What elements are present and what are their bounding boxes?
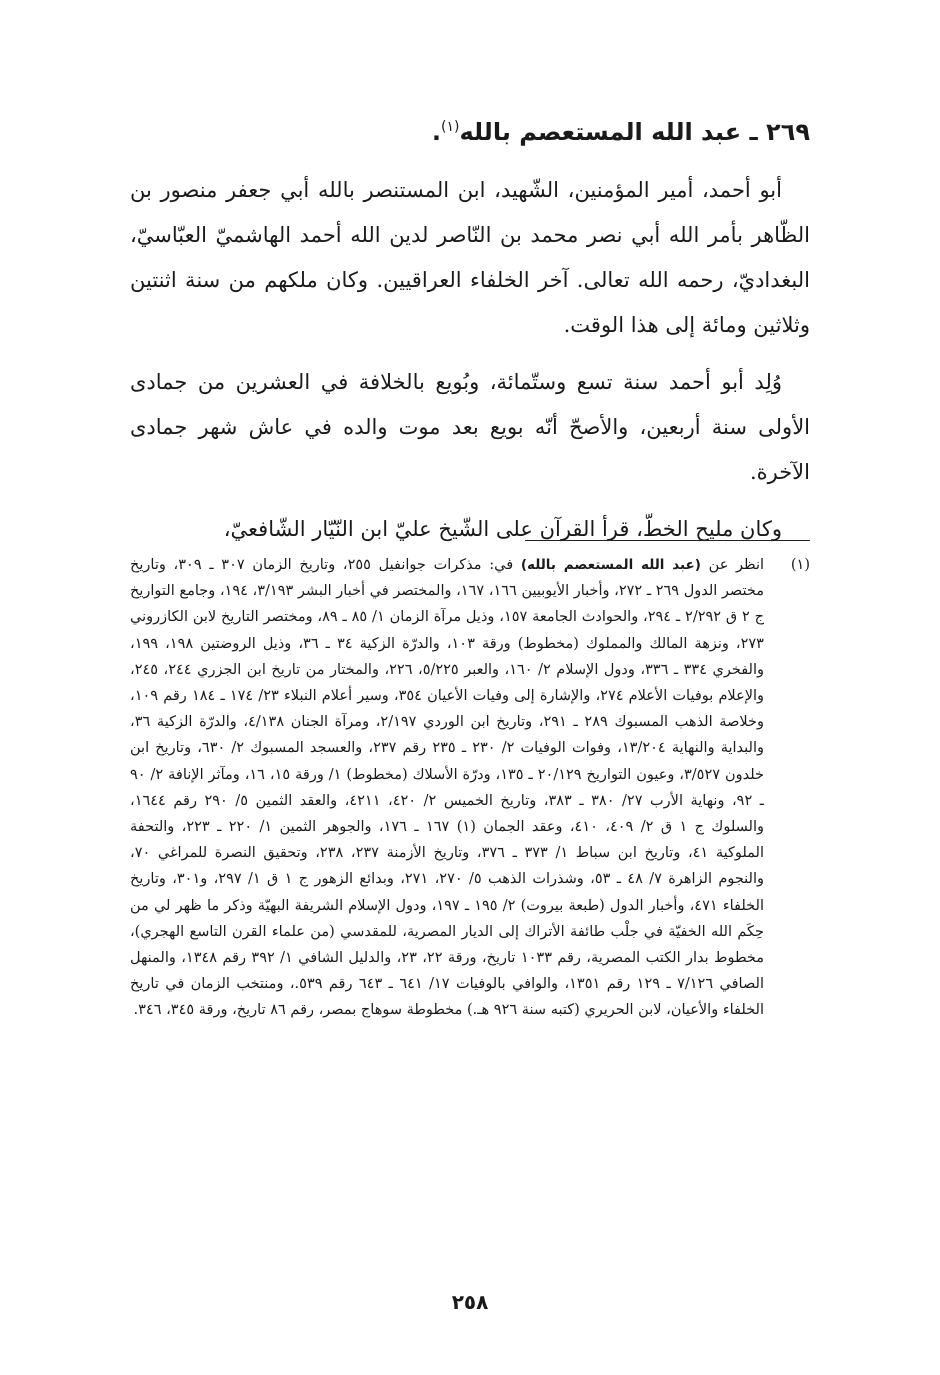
entry-separator: ـ bbox=[749, 118, 758, 146]
footnote-lead: انظر عن bbox=[708, 557, 765, 573]
footnote-subject: (عبد الله المستعصم بالله) bbox=[520, 557, 701, 573]
entry-end-mark: . bbox=[431, 118, 441, 146]
entry-heading bbox=[130, 112, 810, 152]
paragraph-handwriting: وكان مليح الخطّ، قرأ القرآن على الشّيخ عليّ ابن النّيّار الشّافعيّ، bbox=[223, 517, 782, 541]
footnote-reference[interactable]: (١) bbox=[440, 119, 460, 135]
main-text bbox=[130, 168, 810, 564]
footnote-text: في: مذكرات جوانفيل ٢٥٥، وتاريخ الزمان ٣٠٧ ـ ٣٠٩، وتاريخ مختصر الدول ٢٦٩ ـ ٢٧٢، وأخبار الأيوبيين ١٦٦، ١٦٧، والمختصر في أخبار البشر ٣/١٩٣، ١٩٤، وجامع التواريخ ج ٢ ق ٢/٢٩٢ ـ ٢٩٤، والحوادث الجامعة ١٥٧، وذيل مرآة الزمان ١/ ٨٥ ـ ٨٩، ومختصر التاريخ لابن الكازروني ٢٧٣، ونزهة المالك والمملوك (مخطوط) ورقة ١٠٣، والدرّة الزكية ٣٤ ـ ٣٦، وذيل الروضتين ١٩٨، ١٩٩، والفخري ٣٣٤ ـ ٣٣٦، ودول الإسلام ٢/ ١٦٠، والعبر ٥/٢٢٥، ٢٢٦، والمختار من تاريخ ابن الجزري ٢٤٤، ٢٤٥، والإعلام بوفيات الأعلام ٢٧٤، والإشارة إلى وفيات الأعيان ٣٥٤، وسير أعلام النبلاء ٢٣/ ١٧٤ ـ ١٨٤ رقم ١٠٩، وخلاصة الذهب المسبوك ٢٨٩ ـ ٢٩١، وتاريخ ابن الوردي ٢/١٩٧، ومرآة الجنان ٤/١٣٨، والدرّة الزكية ٣٦، والبداية والنهاية ١٣/٢٠٤، وفوات الوفيات ٢/ ٢٣٠ ـ ٢٣٥ رقم ٢٣٧، والعسجد المسبوك ٢/ ٦٣٠، وتاريخ ابن خلدون ٣/٥٢٧، وعيون التواريخ ٢٠/١٢٩ ـ ١٣٥، ودرّة الأسلاك (مخطوط) ١/ ورقة ١٥، ١٦، ومآثر الإنافة ٢/ ٩٠ ـ ٩٢، ونهاية الأرب ٢٧/ ٣٨٠ ـ ٣٨٣، وتاريخ الخميس ٢/ ٤٢٠، ٤٢١١، والعقد الثمين ٥/ ٢٩٠ رقم ١٦٤٤، والسلوك ج ١ ق ٢/ ٤٠٩، ٤١٠، وعقد الجمان (١) ١٦٧ ـ ١٧٦، والجوهر الثمين ١/ ٢٢٠ ـ ٢٢٣، والتحفة الملوكية ٤١، وتاريخ ابن سباط ١/ ٣٧٣ ـ ٣٧٦، وتاريخ الأزمنة ٢٣٧، ٢٣٨، وتحقيق النصرة للمراغي ٧٠، والنجوم الزاهرة ٧/ ٤٨ ـ ٥٣، وشذرات الذهب ٥/ ٢٧٠، ٢٧١، وبدائع الزهور ج ١ ق ١/ ٢٩٧، و٣٠١، وتاريخ الخلفاء ٤٧١، وأخبار الدول (طبعة بيروت) ٢/ ١٩٥ ـ ١٩٧، ودول الإسلام الشريفة البهيّة وذكر ما ظهر لي من حِكَم الله الخفيّة في جلْب طائفة الأتراك إلى الديار المصرية، للمقدسي (من علماء القرن التاسع الهجري)، مخطوط بدار الكتب المصرية، رقم ١٠٣٣ تاريخ، ورقة ٢٢، ٢٣، والدليل الشافي ١/ ٣٩٢ رقم ١٣٤٨، والمنهل الصافي ٧/١٢٦ ـ ١٢٩ رقم ١٣٥١، والوافي بالوفيات ١٧/ ٦٤١ ـ ٦٤٣ رقم ٥٣٩.، ومنتخب الزمان في تاريخ الخلفاء والأعيان، لابن الحريري (كتبه سنة ٩٢٦ هـ.) مخطوطة سوهاج بمصر، رقم ٨٦ تاريخ، ورقة ٣٤٥، ٣٤٦. bbox=[130, 557, 765, 1019]
footnote-number: (١) bbox=[790, 557, 810, 573]
entry-title: عبد الله المستعصم بالله bbox=[459, 118, 742, 146]
footnote-divider bbox=[525, 540, 810, 541]
entry-number: ٢٦٩ bbox=[766, 118, 810, 146]
paragraph-birth: وُلِد أبو أحمد سنة تسع وستّمائة، وبُويع بالخلافة في العشرين من جمادى الأولى سنة أربعين، والأصحّ أنّه بويع بعد موت والده في عاش شهر جمادى الآخرة. bbox=[130, 370, 810, 484]
footnote bbox=[130, 552, 810, 1024]
page-number: ٢٥٨ bbox=[451, 1290, 489, 1314]
footnotes-section bbox=[130, 552, 810, 1024]
paragraph-lineage: أبو أحمد، أمير المؤمنين، الشّهيد، ابن المستنصر بالله أبي جعفر منصور بن الظّاهر بأمر الله أبي نصر محمد بن النّاصر لدين الله أحمد الهاشميّ العبّاسيّ، البغداديّ، رحمه الله تعالى. آخر الخلفاء العراقيين. وكان ملكهم من سنة اثنتين وثلاثين ومائة إلى هذا الوقت. bbox=[130, 178, 810, 337]
